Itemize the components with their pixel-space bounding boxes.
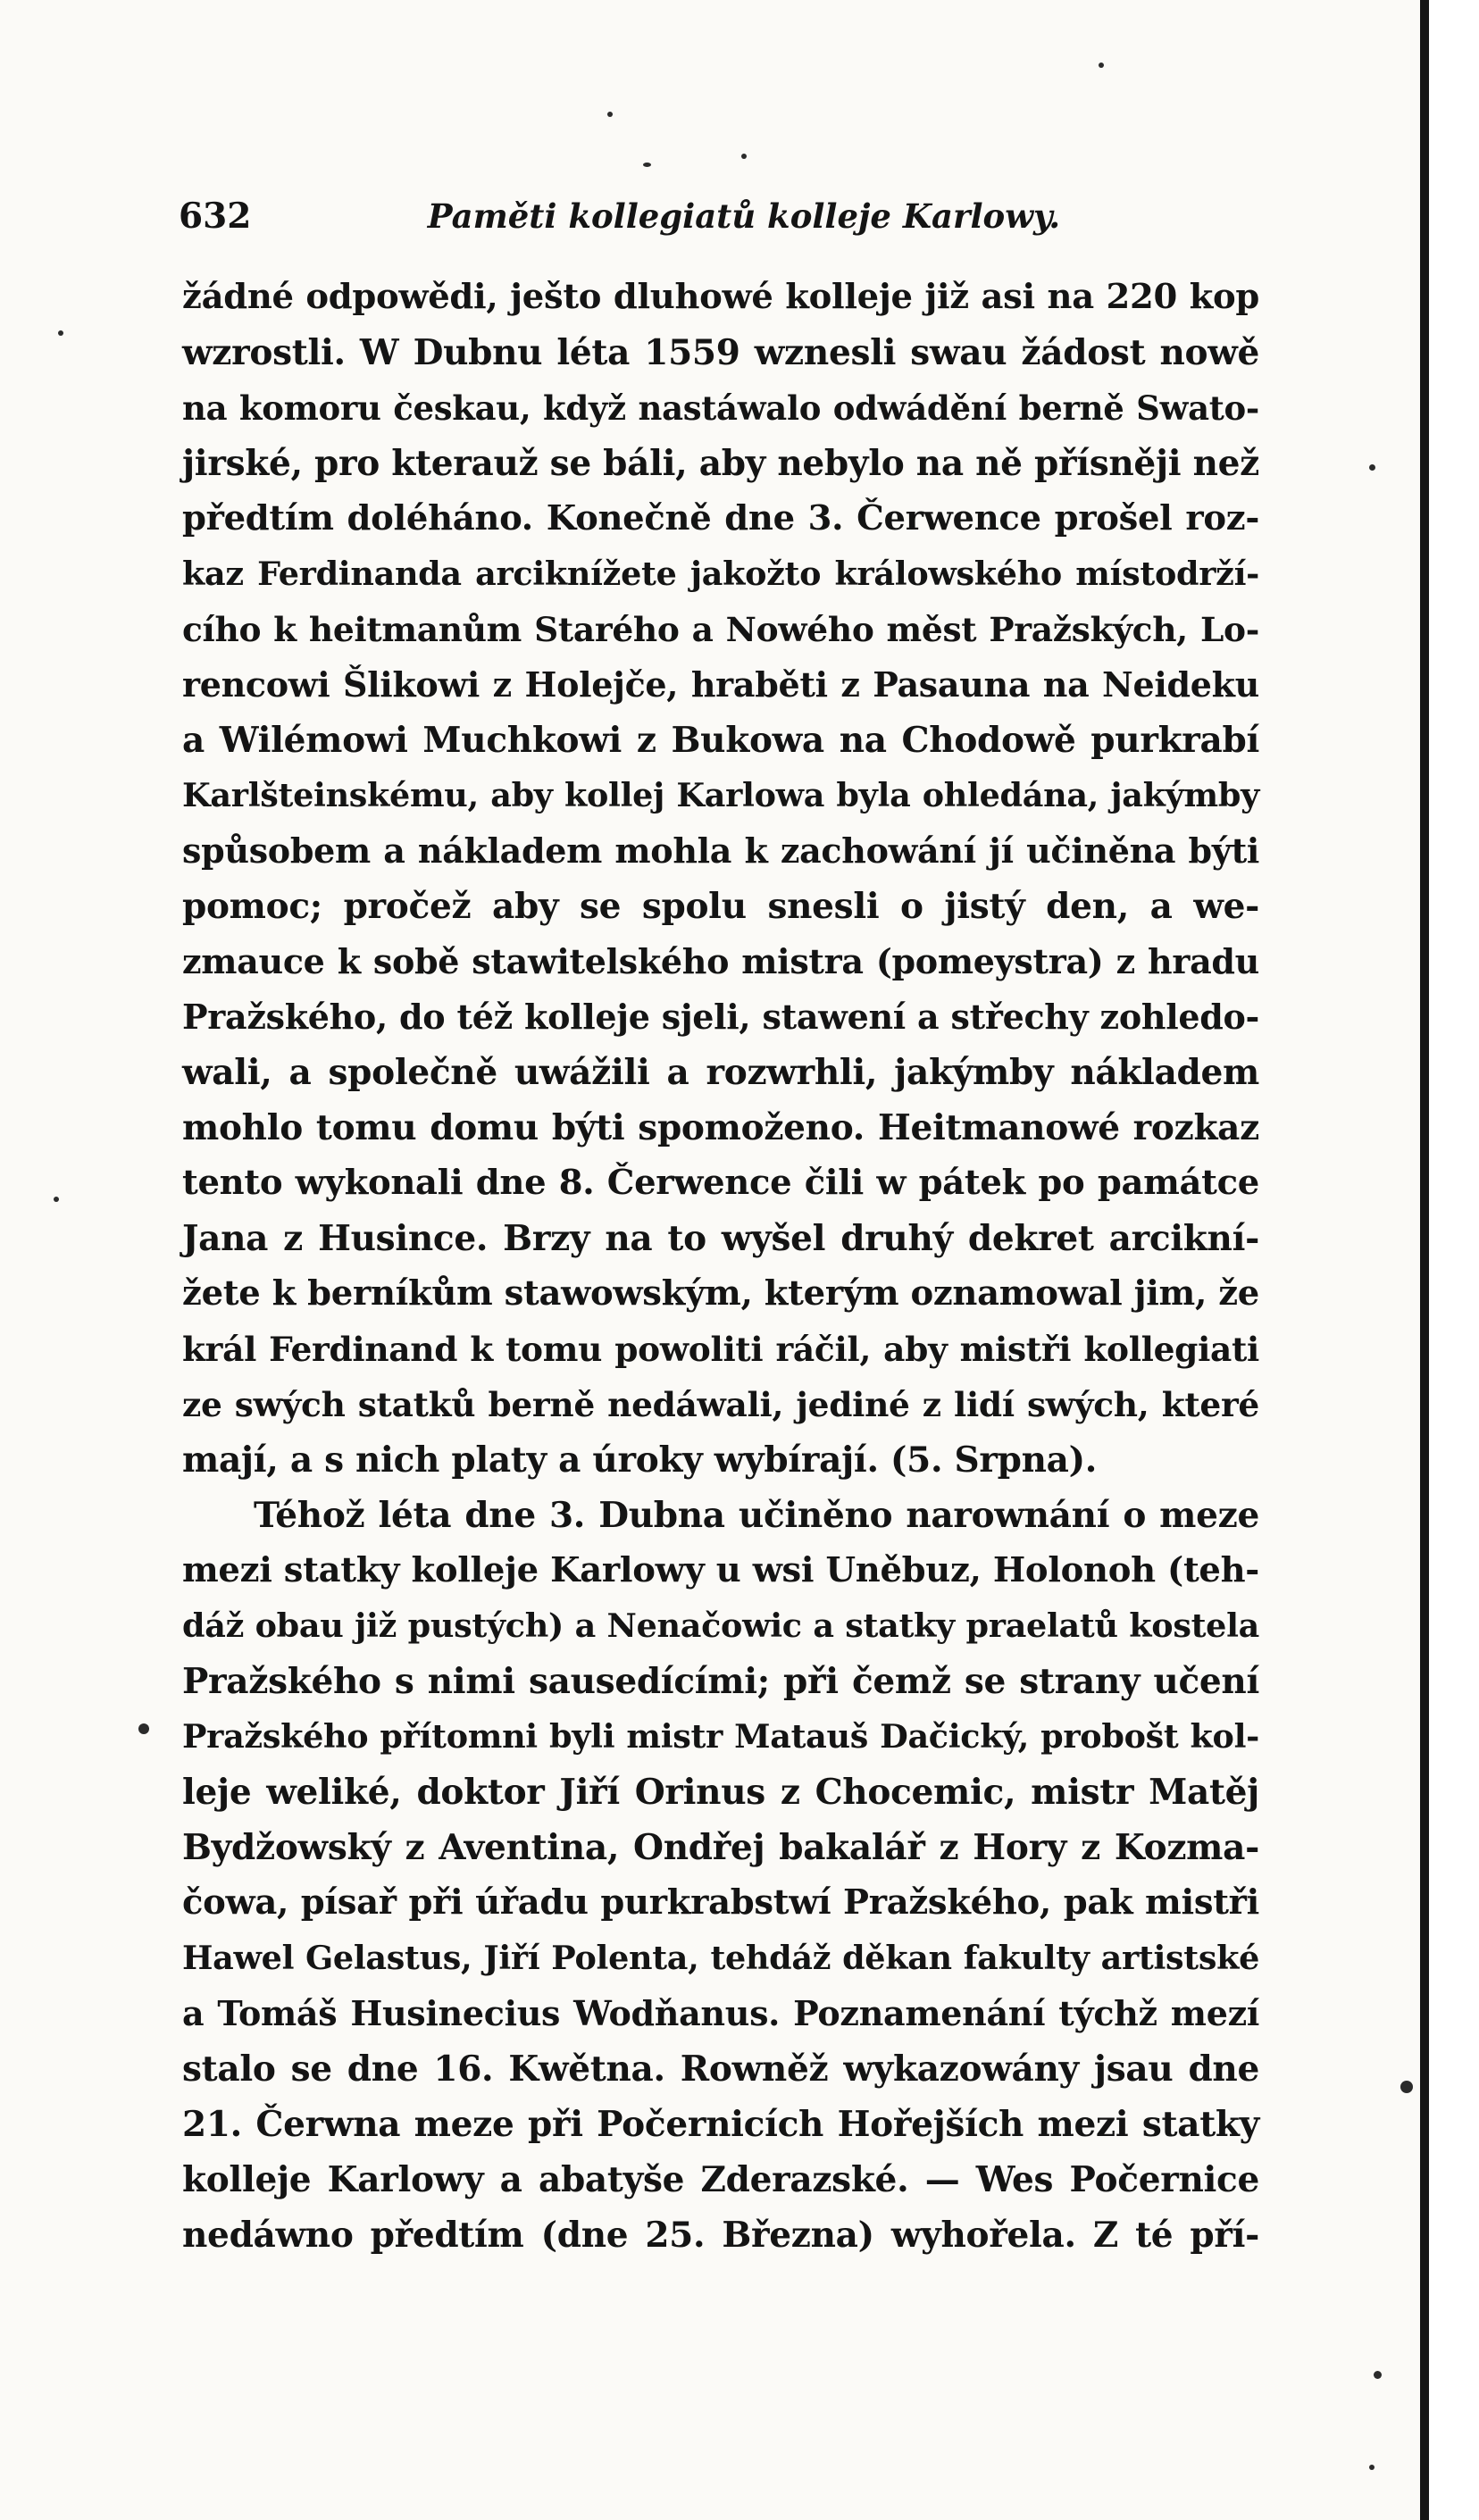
scan-speck (643, 163, 651, 167)
text-line: Hawel Gelastus, Jiří Polenta, tehdáž děkan fakulty artistské (182, 1939, 1259, 1977)
paragraph-2 (182, 1488, 1259, 2263)
text-line: Téhož léta dne 3. Dubna učiněno narownání o meze (254, 1495, 1259, 1536)
text-line: zmauce k sobě stawitelského mistra (pomeystra) z hradu (182, 941, 1259, 981)
body-text (182, 270, 1259, 2263)
text-line: dáž obau již pustých) a Nenačowic a statky praelatů kostela (182, 1606, 1259, 1645)
text-line: žete k berníkům stawowským, kterým oznamowal jim, že (182, 1273, 1259, 1314)
text-line: Jana z Husince. Brzy na to wyšel druhý dekret arcikní- (182, 1218, 1259, 1259)
text-line: mezi statky kolleje Karlowy u wsi Uněbuz, Holonoh (teh- (182, 1550, 1259, 1590)
running-title: Paměti kollegiatů kolleje Karlowy. (427, 196, 1061, 236)
scan-speck (1374, 2371, 1382, 2379)
text-line: 21. Čerwna meze při Počernicích Hořejších mezi statky (182, 2104, 1259, 2145)
text-line: Pražského přítomni byli mistr Matauš Dačický, probošt kol- (182, 1717, 1259, 1756)
scan-speck (138, 1723, 149, 1734)
scan-speck (58, 330, 63, 336)
text-line: kaz Ferdinanda arciknížete jakožto králowského místodrží- (182, 555, 1259, 593)
scan-speck (1369, 2465, 1375, 2470)
text-line: a Tomáš Husinecius Wodňanus. Poznamenání týchž mezí (182, 1993, 1259, 2033)
text-line: mohlo tomu domu býti spomoženo. Heitmanowé rozkaz (182, 1107, 1259, 1148)
paragraph-1 (182, 270, 1259, 1488)
text-line: pomoc; pročež aby se spolu snesli o jistý den, a we- (182, 886, 1259, 927)
text-line: žádné odpowědi, ješto dluhowé kolleje již asi na 220 kop (182, 277, 1259, 317)
scan-speck (1099, 63, 1104, 68)
page-header (179, 189, 1256, 243)
page-number: 632 (179, 196, 252, 237)
text-line: Karlšteinskému, aby kollej Karlowa byla ohledána, jakýmby (182, 776, 1259, 814)
scan-speck (607, 112, 613, 117)
scan-speck (1400, 2081, 1413, 2093)
text-line: předtím doléháno. Konečně dne 3. Čerwence prošel roz- (182, 498, 1259, 538)
text-line: ze swých statků berně nedáwali, jediné z lidí swých, které (182, 1385, 1259, 1424)
text-line: na komoru českau, když nastáwalo odwádění berně Swato- (182, 388, 1259, 428)
text-line: kolleje Karlowy a abatyše Zderazské. — Wes Počernice (182, 2159, 1259, 2200)
text-line: tento wykonali dne 8. Čerwence čili w pátek po památce (182, 1163, 1259, 1203)
text-line: král Ferdinand k tomu powoliti ráčil, aby mistři kollegiati (182, 1330, 1259, 1369)
text-line: stalo se dne 16. Kwětna. Rowněž wykazowány jsau dne (182, 2049, 1259, 2090)
text-line: Pražského, do též kolleje sjeli, stawení a střechy zohledo- (182, 997, 1259, 1037)
text-line: Bydžowský z Aventina, Ondřej bakalář z Hory z Kozma- (182, 1827, 1259, 1868)
text-line: spůsobem a nákladem mohla k zachowání jí učiněna býti (182, 830, 1259, 871)
text-line: jirské, pro kterauž se báli, aby nebylo na ně přísněji než (182, 443, 1259, 484)
text-line: mají, a s nich platy a úroky wybírají. (5. Srpna). (182, 1439, 1098, 1481)
text-line: čowa, písař při úřadu purkrabstwí Pražského, pak mistři (182, 1882, 1259, 1923)
text-line: Pražského s nimi sausedícími; při čemž se strany učení (182, 1661, 1259, 1702)
scan-speck (741, 154, 747, 159)
scan-speck (1369, 464, 1375, 471)
text-line: leje weliké, doktor Jiří Orinus z Chocemic, mistr Matěj (182, 1772, 1259, 1813)
text-line: rencowi Šlikowi z Holejče, hraběti z Pasauna na Neideku (182, 664, 1259, 705)
text-line: cího k heitmanům Starého a Nowého měst Pražských, Lo- (182, 610, 1259, 649)
text-line: wali, a společně uwážili a rozwrhli, jakýmby nákladem (182, 1052, 1259, 1093)
text-line: nedáwno předtím (dne 25. Března) wyhořela. Z té pří- (182, 2215, 1259, 2256)
text-line: wzrostli. W Dubnu léta 1559 wznesli swau žádost nowě (182, 332, 1259, 373)
scan-speck (54, 1197, 59, 1202)
text-line: a Wilémowi Muchkowi z Bukowa na Chodowě purkrabí (182, 720, 1259, 761)
